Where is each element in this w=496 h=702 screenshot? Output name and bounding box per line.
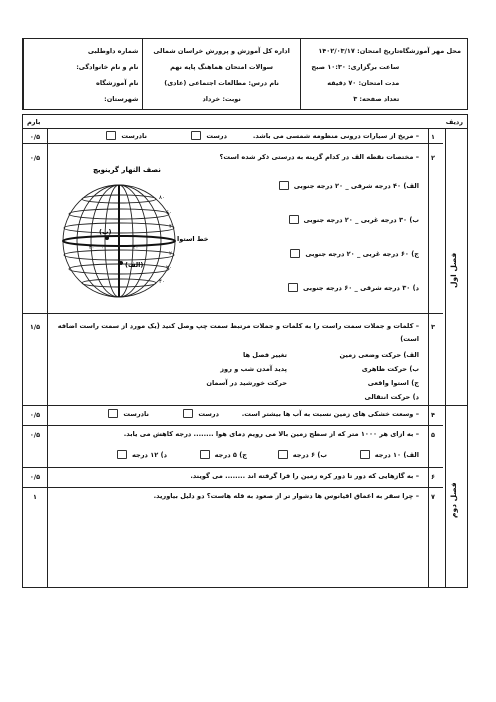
q1-false-option[interactable] xyxy=(106,131,147,140)
lon-label-1: ۲۰ xyxy=(89,245,95,251)
q5-option-c-label: ج) ۵ درجه xyxy=(214,450,247,459)
row-divider-2 xyxy=(23,313,443,314)
exam-title: سوالات امتحان هماهنگ پایه نهم xyxy=(170,63,274,71)
lat-label-6: ۴۰ xyxy=(159,279,165,285)
q5-option-c-checkbox[interactable] xyxy=(200,450,210,459)
q3-right-item-c: ج) استوا واقعی xyxy=(367,379,419,387)
lat-label-4: ۲۰ xyxy=(169,251,175,257)
exam-date: تاریخ امتحان: ۱۴۰۲/۰۳/۱۷ xyxy=(318,47,400,55)
q2-number: ۲ xyxy=(431,154,435,162)
q3-left-item-1: تغییر فصل ها xyxy=(242,351,287,359)
q4-score: ۰/۵ xyxy=(29,411,41,419)
q2-score: ۰/۵ xyxy=(29,154,41,162)
city-label: شهرستان: xyxy=(104,95,139,103)
q1-true-checkbox[interactable] xyxy=(191,131,201,140)
exam-schedule xyxy=(300,39,404,109)
q4-true-option[interactable] xyxy=(183,409,219,418)
q4-true-label: درست xyxy=(198,409,219,418)
lat-label-1: ۸۰ xyxy=(159,195,165,201)
exam-term: نوبت: خرداد xyxy=(202,95,241,103)
equator-label: خط استوا xyxy=(177,235,209,243)
q4-false-label: نادرست xyxy=(123,409,149,418)
q5-option-b-checkbox[interactable] xyxy=(278,450,288,459)
q4-false-checkbox[interactable] xyxy=(108,409,118,418)
q2-option-b-checkbox[interactable] xyxy=(289,215,299,224)
q3-left-item-3: حرکت خورشید در آسمان xyxy=(206,379,287,387)
row-column-header: ردیف xyxy=(445,118,463,126)
exam-duration: مدت امتحان: ۷۰ دقیقه xyxy=(327,79,400,87)
q3-score: ۱/۵ xyxy=(29,323,41,331)
q2-option-b-label: ب) ۳۰ درجه غربی _ ۲۰ درجه جنوبی xyxy=(303,215,419,224)
section-second-label: فصل دوم xyxy=(449,482,458,518)
point-b-marker xyxy=(105,236,109,240)
section-column-divider xyxy=(445,129,446,587)
q5-score: ۰/۵ xyxy=(29,431,41,439)
q3-text: – کلمات و جملات سمت راست را به کلمات و جملات مرتبط سمت چپ وصل کنید (یک مورد از سمت راست اضافه xyxy=(57,322,419,330)
q1-false-label: نادرست xyxy=(121,131,147,140)
q5-option-d[interactable] xyxy=(117,450,167,459)
q3-right-item-a: الف) حرکت وضعی زمین xyxy=(339,351,419,359)
stamp-label: محل مهر آموزشگاه xyxy=(399,47,462,55)
q7-number: ۷ xyxy=(431,493,435,501)
q3-left-item-2: پدید آمدن شب و روز xyxy=(220,365,287,373)
q3-text-continued: است) xyxy=(400,335,419,343)
q1-false-checkbox[interactable] xyxy=(106,131,116,140)
student-info xyxy=(23,39,142,109)
column-header xyxy=(23,115,467,129)
q5-option-a-checkbox[interactable] xyxy=(360,450,370,459)
school-stamp-area xyxy=(399,39,467,109)
q1-score: ۰/۵ xyxy=(29,133,41,141)
q5-option-c[interactable] xyxy=(200,450,247,459)
point-b-label: (ب) xyxy=(99,228,112,236)
lon-label-2: ۰ xyxy=(101,245,104,251)
score-column-header: بارم xyxy=(27,118,41,126)
q4-true-checkbox[interactable] xyxy=(183,409,193,418)
q2-option-a-checkbox[interactable] xyxy=(279,181,289,190)
q1-true-label: درست xyxy=(206,131,227,140)
lat-label-5: ۲۰ xyxy=(166,265,172,271)
exam-sheet xyxy=(22,38,468,588)
q7-score: ۱ xyxy=(33,493,37,501)
point-a-marker xyxy=(119,261,123,265)
q5-option-d-label: د) ۱۲ درجه xyxy=(132,450,167,459)
row-divider-1 xyxy=(23,143,443,144)
lat-label-2: ۶۰ xyxy=(166,210,172,216)
q2-text: – مختصات نقطه الف در کدام گزینه به درستی ذکر شده است؟ xyxy=(219,153,419,161)
q5-option-b-label: ب) ۶ درجه xyxy=(292,450,327,459)
q2-option-a-label: الف) ۴۰ درجه شرقی _ ۲۰ درجه جنوبی xyxy=(293,181,419,190)
q5-text: – به ازای هر ۱۰۰۰ متر که از سطح زمین بالا می رویم دمای هوا ........ درجه کاهش می یابد. xyxy=(123,430,419,438)
q6-text: – به گازهایی که دور تا دور کره زمین را فرا گرفته اند ........ می گویند. xyxy=(190,472,419,480)
lon-label-3: ۲۰ xyxy=(133,245,139,251)
q2-option-b[interactable] xyxy=(289,215,419,224)
row-column-divider xyxy=(428,129,429,587)
row-divider-3 xyxy=(23,405,467,406)
q4-number: ۴ xyxy=(431,411,435,419)
row-divider-6 xyxy=(23,487,443,488)
q2-option-c-label: ج) ۶۰ درجه غربی _ ۲۰ درجه جنوبی xyxy=(305,249,419,258)
q4-false-option[interactable] xyxy=(108,409,149,418)
lat-label-3: ۴۰ xyxy=(169,224,175,230)
q3-right-item-b: ب) حرکت ظاهری xyxy=(361,365,419,373)
row-divider-5 xyxy=(23,467,443,468)
q1-number: ۱ xyxy=(431,133,435,141)
school-name-label: نام آموزشگاه xyxy=(96,79,139,87)
q2-option-d[interactable] xyxy=(288,283,419,292)
q2-option-a[interactable] xyxy=(279,181,419,190)
point-a-label: (الف) xyxy=(125,261,144,269)
q3-right-item-d: د) حرکت انتقالی xyxy=(364,393,419,401)
questions-table xyxy=(22,114,468,588)
student-name-label: نام و نام خانوادگی: xyxy=(76,63,139,71)
q5-option-d-checkbox[interactable] xyxy=(117,450,127,459)
q2-option-c-checkbox[interactable] xyxy=(290,249,300,258)
q5-number: ۵ xyxy=(431,431,435,439)
q5-option-b[interactable] xyxy=(278,450,327,459)
q1-true-option[interactable] xyxy=(191,131,227,140)
exam-info xyxy=(142,39,299,109)
candidate-number-label: شماره داوطلبی xyxy=(87,47,139,55)
q2-option-d-label: د) ۳۰ درجه شرقی _ ۶۰ درجه جنوبی xyxy=(302,283,419,292)
q4-text: – وسعت خشکی های زمین نسبت به آب ها بیشتر است. xyxy=(241,410,419,418)
q3-number: ۳ xyxy=(431,323,435,331)
score-column-divider xyxy=(47,129,48,587)
q7-answer-area[interactable] xyxy=(53,507,417,587)
subject-name: نام درس: مطالعات اجتماعی (عادی) xyxy=(164,79,279,87)
row-divider-4 xyxy=(23,425,443,426)
q5-option-a-label: الف) ۱۰ درجه xyxy=(374,450,419,459)
globe-diagram xyxy=(49,159,209,309)
exam-header xyxy=(22,38,468,110)
page-count: تعداد صفحه: ۳ xyxy=(353,95,400,103)
exam-time: ساعت برگزاری: ۱۰:۳۰ صبح xyxy=(311,63,400,71)
greenwich-label: نصف النهار گرینویچ xyxy=(93,166,161,174)
q6-number: ۶ xyxy=(431,473,435,481)
q1-text: – مریخ از سیارات درونی منظومه شمسی می باشد. xyxy=(252,132,419,140)
department-name: اداره کل آموزش و پرورش خراسان شمالی xyxy=(153,47,290,55)
q7-text: – چرا سفر به اعماق اقیانوس ها دشوار تر از صعود به قله هاست؟ دو دلیل بیاورید. xyxy=(153,492,419,500)
q6-score: ۰/۵ xyxy=(29,473,41,481)
q2-option-d-checkbox[interactable] xyxy=(288,283,298,292)
q2-option-c[interactable] xyxy=(290,249,419,258)
q5-option-a[interactable] xyxy=(360,450,419,459)
section-first-label: فصل اول xyxy=(449,252,458,288)
